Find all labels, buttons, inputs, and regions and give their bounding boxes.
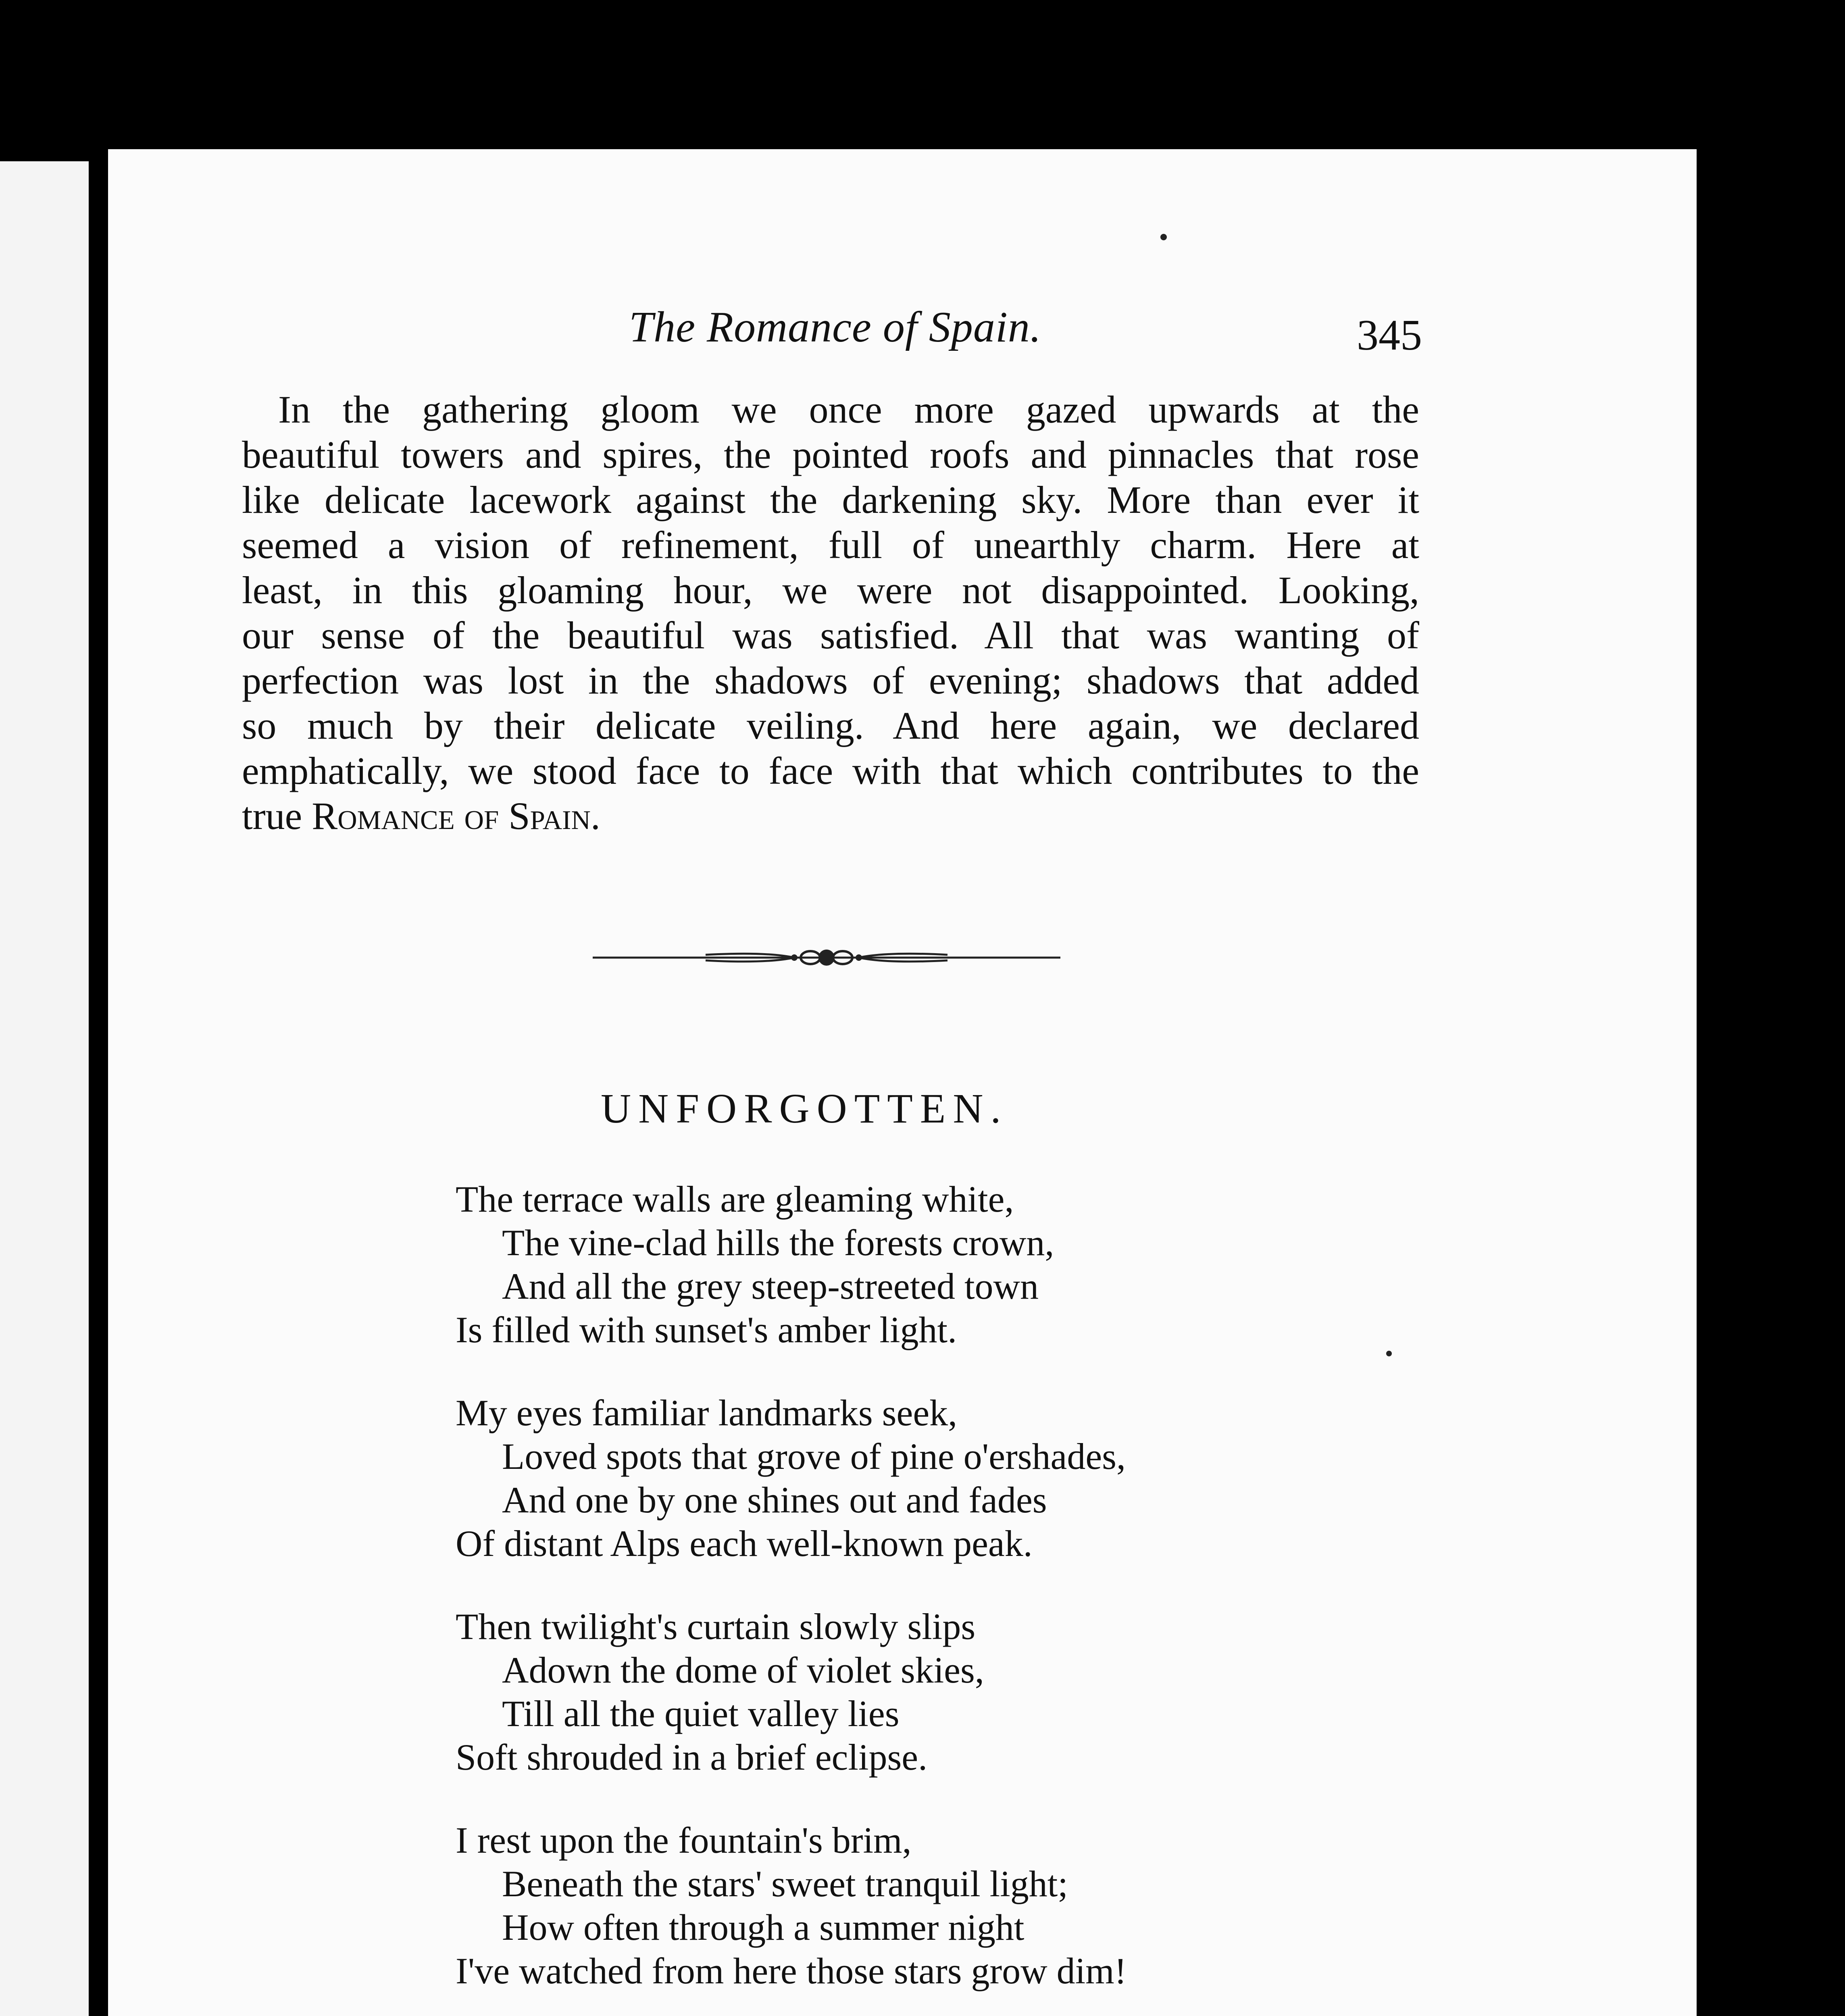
prose-line: our sense of the beautiful was satisfied. All that was wanting of (242, 614, 1419, 657)
page-number: 345 (1357, 311, 1422, 359)
book-title-smallcaps: Romance of Spain. (312, 794, 600, 837)
verse-line: I've watched from here those stars grow dim! (456, 1950, 1127, 1991)
stanza (456, 1818, 1423, 1993)
verse-line: Adown the dome of violet skies, (502, 1649, 984, 1691)
stanza (456, 1605, 1423, 1779)
prose-line: emphatically, we stood face to face with that which contributes to the (242, 749, 1419, 792)
verse-line: I rest upon the fountain's brim, (456, 1820, 912, 1861)
verse-line: And one by one shines out and fades (502, 1479, 1047, 1520)
prose-line: seemed a vision of refinement, full of unearthly charm. Here at (242, 523, 1419, 566)
ink-speck (1160, 234, 1167, 240)
stanza (456, 1391, 1423, 1565)
prose-line: so much by their delicate veiling. And here again, we declared (242, 704, 1419, 747)
verse-line: Then twilight's curtain slowly slips (456, 1606, 976, 1647)
verse-line: Beneath the stars' sweet tranquil light; (502, 1863, 1068, 1904)
verse-line: Soft shrouded in a brief eclipse. (456, 1737, 928, 1778)
verse-line: Of distant Alps each well-known peak. (456, 1523, 1033, 1564)
stanza (456, 1177, 1423, 1352)
prose-line: least, in this gloaming hour, we were not disappointed. Looking, (242, 569, 1419, 612)
prose-paragraph (242, 387, 1419, 839)
prose-line: In the gathering gloom we once more gazed upwards at the (278, 388, 1419, 431)
verse-line: Loved spots that grove of pine o'ershades, (502, 1436, 1126, 1477)
poem (456, 1177, 1423, 2016)
prose-line: perfection was lost in the shadows of evening; shadows that added (242, 659, 1419, 702)
verse-line: The terrace walls are gleaming white, (456, 1179, 1014, 1220)
poem-title: UNFORGOTTEN. (601, 1085, 1008, 1132)
verse-line: Is filled with sunset's amber light. (456, 1309, 957, 1350)
verse-line: How often through a summer night (502, 1907, 1025, 1948)
prose-line: like delicate lacework against the darkening sky. More than ever it (242, 478, 1419, 521)
running-title: The Romance of Spain. (629, 303, 1041, 351)
prose-line-last (242, 793, 1419, 839)
ornamental-divider (585, 939, 1068, 976)
prose-last-prefix: true (242, 794, 312, 837)
prose-line: beautiful towers and spires, the pointed roofs and pinnacles that rose (242, 433, 1419, 476)
facing-page-edge (0, 161, 89, 2016)
verse-line: Till all the quiet valley lies (502, 1693, 900, 1734)
verse-line: And all the grey steep-streeted town (502, 1266, 1039, 1307)
verse-line: The vine-clad hills the forests crown, (502, 1222, 1054, 1263)
verse-line: My eyes familiar landmarks seek, (456, 1392, 958, 1433)
